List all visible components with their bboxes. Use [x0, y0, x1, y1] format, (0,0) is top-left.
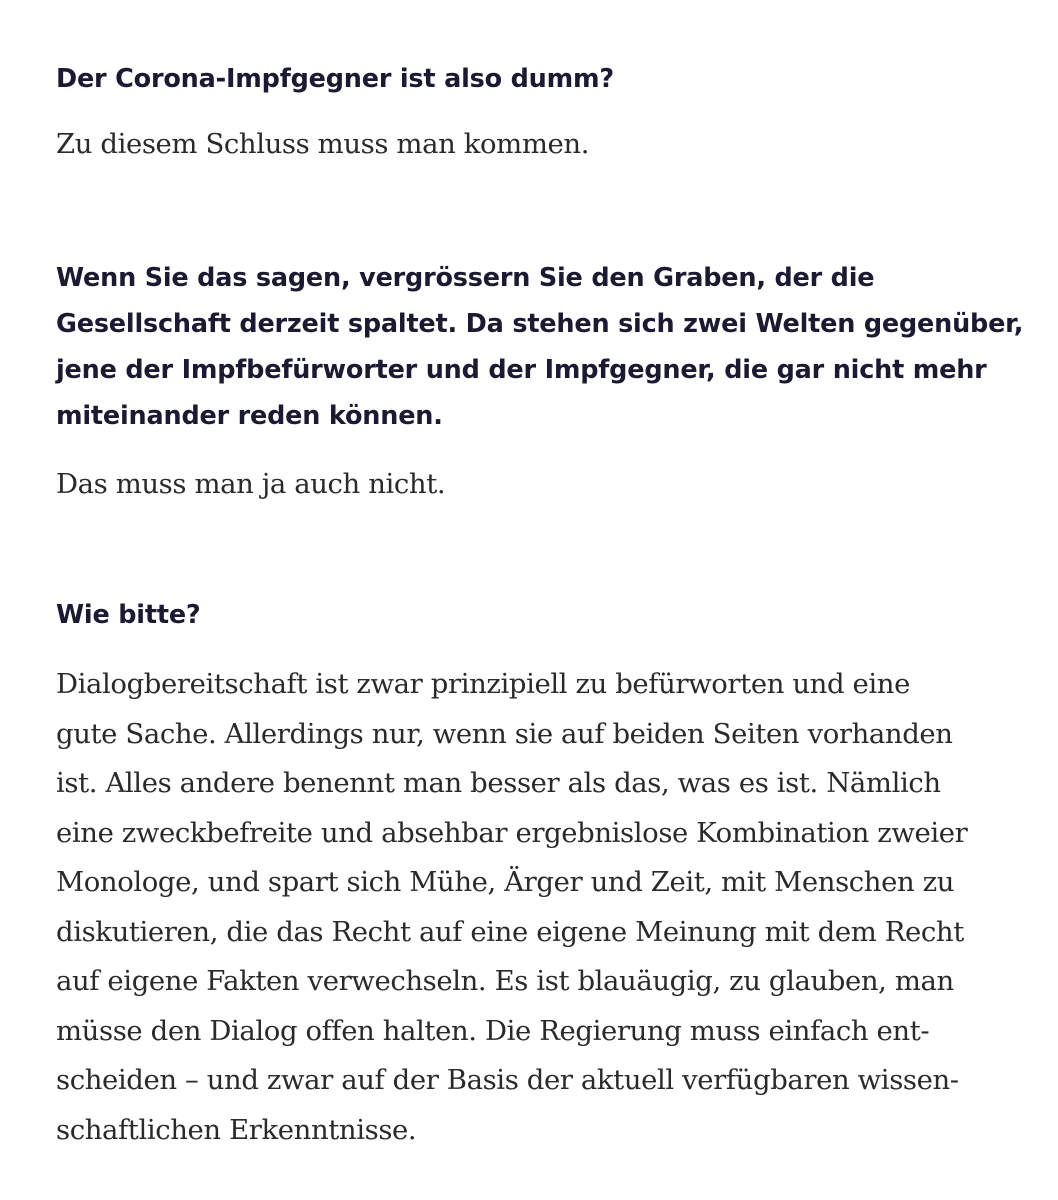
answer-line: schaftlichen Erkenntnisse. [56, 1113, 417, 1146]
answer-line: gute Sache. Allerdings nur, wenn sie auf beiden Seiten vorhanden [56, 717, 953, 750]
question-line: Wie bitte? [56, 600, 201, 630]
answer-line: Zu diesem Schluss muss man kommen. [56, 128, 590, 160]
answer-line: müsse den Dialog offen halten. Die Regierung muss einfach ent- [56, 1014, 930, 1047]
answer-line: auf eigene Fakten verwechseln. Es ist blauäugig, zu glauben, man [56, 965, 954, 997]
answer-line: Das muss man ja auch nicht. [56, 468, 446, 500]
interview-answer [56, 660, 967, 1155]
interview-answer [56, 460, 445, 510]
question-line: Wenn Sie das sagen, vergrössern Sie den Graben, der die [56, 263, 875, 293]
answer-line: ist. Alles andere benennt man besser als das, was es ist. Nämlich [56, 767, 941, 799]
interview-question [56, 592, 201, 638]
question-line: miteinander reden können. [56, 401, 443, 431]
answer-line: Dialogbereitschaft ist zwar prinzipiell zu befürworten und eine [56, 668, 910, 700]
question-line: Gesellschaft derzeit spaltet. Da stehen sich zwei Welten gegenüber, [56, 309, 1024, 339]
interview-question [56, 255, 1023, 439]
interview-answer [56, 120, 589, 170]
question-line: Der Corona-Impfgegner ist also dumm? [56, 64, 614, 94]
answer-line: Monologe, und spart sich Mühe, Ärger und Zeit, mit Menschen zu [56, 866, 955, 898]
interview-question [56, 56, 614, 102]
answer-line: diskutieren, die das Recht auf eine eigene Meinung mit dem Recht [56, 915, 964, 948]
answer-line: scheiden – und zwar auf der Basis der aktuell verfügbaren wissen- [56, 1064, 959, 1096]
answer-line: eine zweckbefreite und absehbar ergebnislose Kombination zweier [56, 816, 968, 849]
question-line: jene der Impfbefürworter und der Impfgegner, die gar nicht mehr [56, 355, 987, 385]
